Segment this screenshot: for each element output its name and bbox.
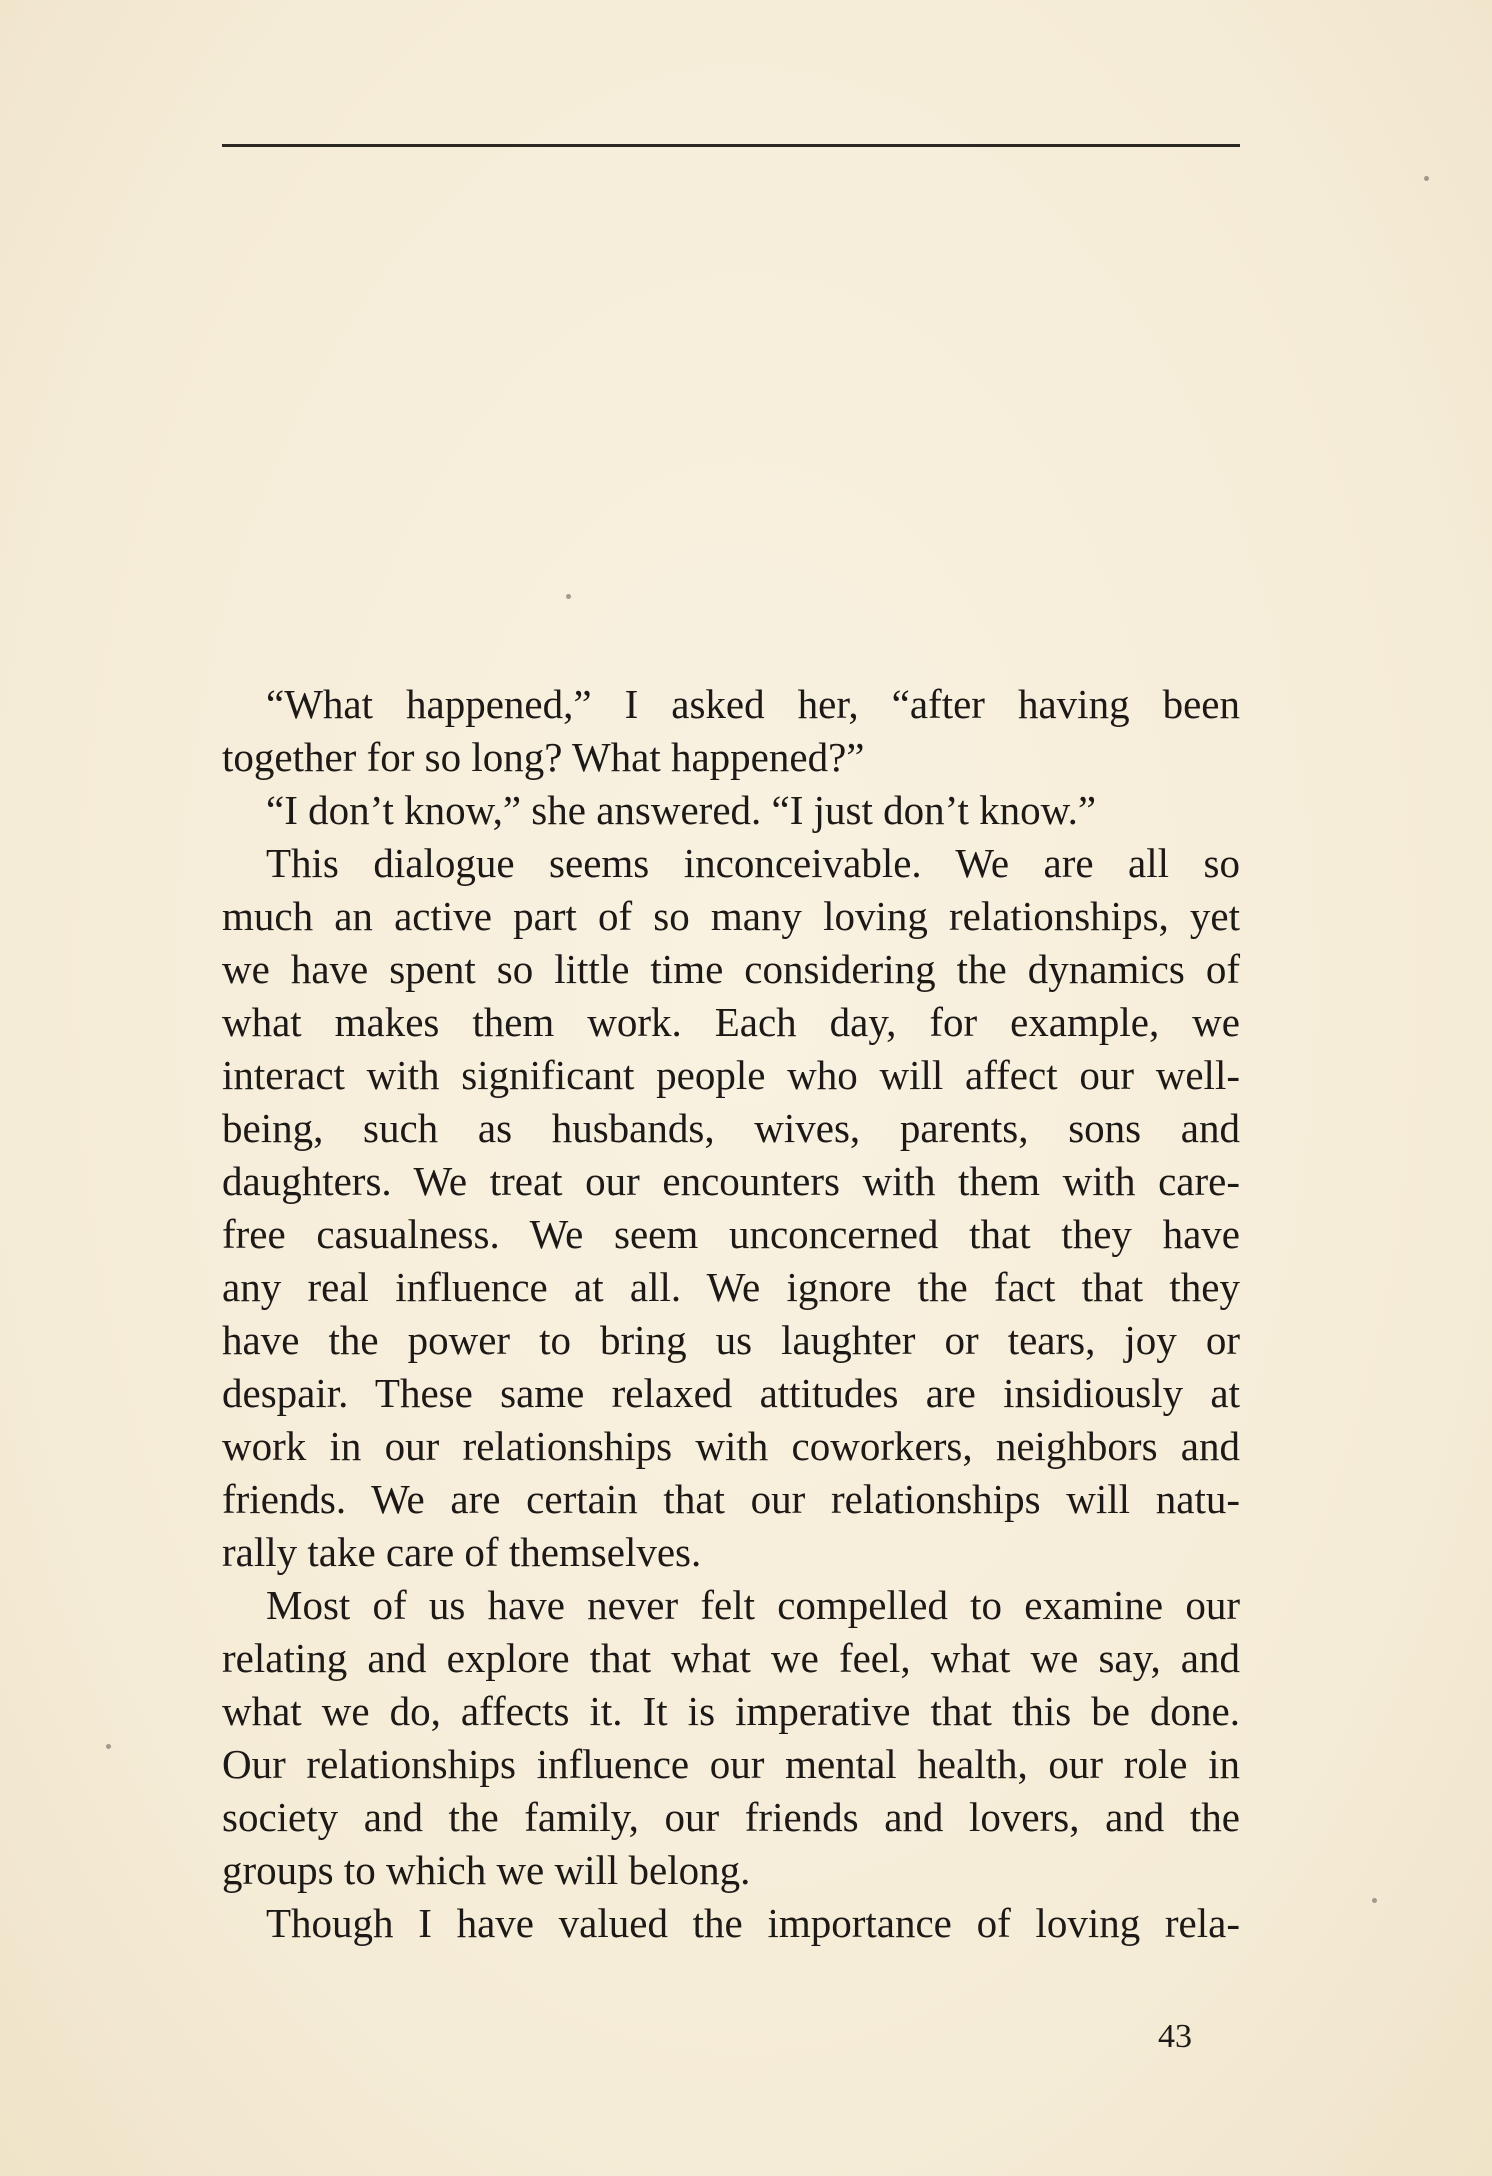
paper-speck <box>566 594 571 599</box>
text-line: what we do, affects it. It is imperative that this be done. <box>222 1688 1240 1734</box>
text-line: what makes them work. Each day, for example, we <box>222 999 1240 1045</box>
paper-speck <box>1372 1898 1377 1903</box>
text-line: free casualness. We seem unconcerned that they have <box>222 1211 1240 1257</box>
text-line: have the power to bring us laughter or tears, joy or <box>222 1317 1240 1363</box>
text-line: daughters. We treat our encounters with them with care- <box>222 1158 1240 1204</box>
paper-speck <box>106 1744 111 1749</box>
paper-speck <box>1424 176 1429 181</box>
text-line: work in our relationships with coworkers, neighbors and <box>222 1423 1240 1469</box>
text-line: being, such as husbands, wives, parents, sons and <box>222 1105 1240 1151</box>
text-line: This dialogue seems inconceivable. We are all so <box>266 840 1240 886</box>
text-line: Our relationships influence our mental health, our role in <box>222 1741 1240 1787</box>
text-line: Most of us have never felt compelled to examine our <box>266 1582 1240 1628</box>
text-line: much an active part of so many loving relationships, yet <box>222 893 1240 939</box>
text-line: groups to which we will belong. <box>222 1847 751 1893</box>
text-line: despair. These same relaxed attitudes are insidiously at <box>222 1370 1240 1416</box>
text-line: relating and explore that what we feel, what we say, and <box>222 1635 1240 1681</box>
text-line: “What happened,” I asked her, “after having been <box>266 681 1240 727</box>
text-line: rally take care of themselves. <box>222 1529 702 1575</box>
text-line: “I don’t know,” she answered. “I just don’t know.” <box>266 787 1097 833</box>
text-line: together for so long? What happened?” <box>222 734 865 780</box>
text-line: interact with significant people who will affect our well- <box>222 1052 1240 1098</box>
text-line: friends. We are certain that our relationships will natu- <box>222 1476 1240 1522</box>
text-line: Though I have valued the importance of loving rela- <box>266 1900 1240 1946</box>
body-text <box>222 678 1240 1950</box>
text-line: society and the family, our friends and lovers, and the <box>222 1794 1240 1840</box>
text-line: we have spent so little time considering the dynamics of <box>222 946 1240 992</box>
text-line: any real influence at all. We ignore the fact that they <box>222 1264 1240 1310</box>
page-number: 43 <box>1158 2018 1192 2055</box>
header-rule <box>222 144 1240 147</box>
